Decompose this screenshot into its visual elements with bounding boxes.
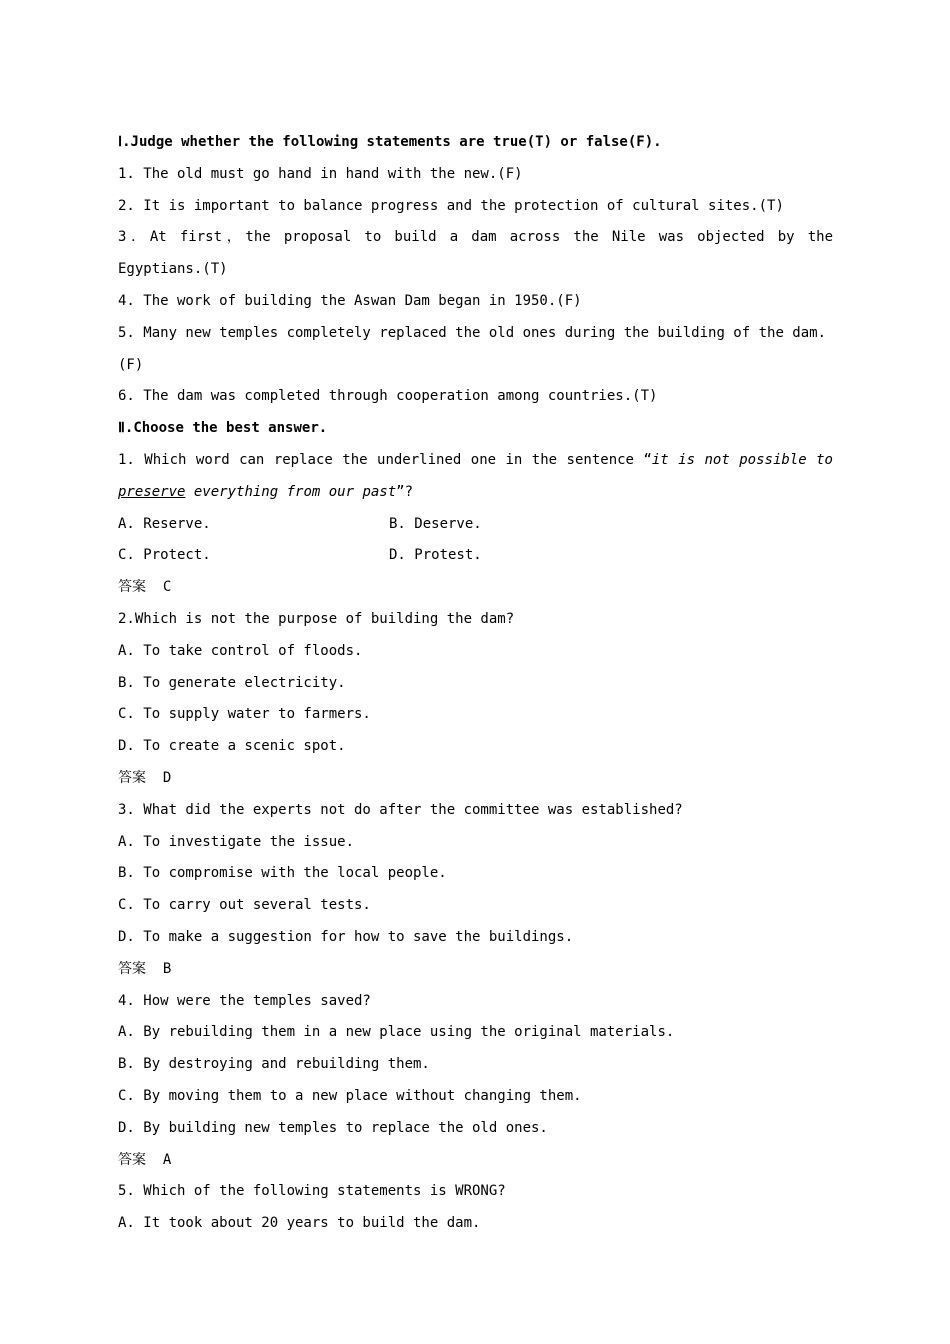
- question-1-prefix: 1. Which word can replace the underlined one in the sentence “: [118, 451, 652, 468]
- question-1-quote-start: it is not possible to: [651, 451, 833, 468]
- statement-5: 5. Many new temples completely replaced the old ones during the building of the dam.: [118, 324, 827, 341]
- question-3-stem: 3. What did the experts not do after the committee was established?: [118, 801, 683, 818]
- option-a: A. Reserve.: [118, 515, 211, 532]
- statement-6: 6. The dam was completed through cooperation among countries.(T): [118, 388, 658, 405]
- question-1-options-row-2: [118, 540, 833, 572]
- underlined-word: preserve: [118, 483, 186, 500]
- option-b: B. Deserve.: [389, 515, 482, 532]
- statement-3-continued: Egyptians.(T): [118, 261, 228, 278]
- section2-heading: Ⅱ.Choose the best answer.: [118, 420, 328, 437]
- question-4-stem: 4. How were the temples saved?: [118, 992, 371, 1009]
- statement-1: 1. The old must go hand in hand with the new.(F): [118, 165, 523, 182]
- option-b: B. To compromise with the local people.: [118, 865, 447, 882]
- statement-5-continued: (F): [118, 356, 144, 373]
- question-3-answer: 答案 B: [118, 960, 172, 977]
- statement-3: 3．At first，the proposal to build a dam across the Nile was objected by the: [118, 229, 833, 246]
- question-5-stem: 5. Which of the following statements is WRONG?: [118, 1183, 506, 1200]
- option-d: D. Protest.: [389, 547, 482, 564]
- statement-2: 2. It is important to balance progress and the protection of cultural sites.(T): [118, 197, 784, 214]
- section1-heading: Ⅰ.Judge whether the following statements are true(T) or false(F).: [118, 134, 662, 150]
- document-page: [118, 127, 833, 1240]
- option-c: C. To carry out several tests.: [118, 897, 371, 914]
- option-b: B. By destroying and rebuilding them.: [118, 1056, 430, 1073]
- option-c: C. By moving them to a new place without changing them.: [118, 1087, 582, 1104]
- option-a: A. To take control of floods.: [118, 642, 363, 659]
- question-4-answer: 答案 A: [118, 1151, 172, 1168]
- question-1-options-row-1: [118, 509, 833, 541]
- question-1-stem-continued: [118, 477, 833, 509]
- option-a: A. It took about 20 years to build the dam.: [118, 1215, 481, 1232]
- option-c: C. Protect.: [118, 547, 211, 564]
- question-1-answer: 答案 C: [118, 579, 172, 596]
- question-2-stem: 2.Which is not the purpose of building the dam?: [118, 610, 515, 627]
- statement-4: 4. The work of building the Aswan Dam began in 1950.(F): [118, 292, 582, 309]
- question-1-suffix: ”?: [396, 483, 414, 500]
- option-d: D. To create a scenic spot.: [118, 738, 346, 755]
- option-b: B. To generate electricity.: [118, 674, 346, 691]
- option-d: D. To make a suggestion for how to save the buildings.: [118, 928, 574, 945]
- option-d: D. By building new temples to replace the old ones.: [118, 1119, 548, 1136]
- option-a: A. By rebuilding them in a new place using the original materials.: [118, 1024, 675, 1041]
- option-a: A. To investigate the issue.: [118, 833, 355, 850]
- question-2-answer: 答案 D: [118, 769, 172, 786]
- option-c: C. To supply water to farmers.: [118, 706, 371, 723]
- question-1-quote-end: everything from our past: [185, 483, 397, 500]
- question-1-stem: [118, 445, 833, 477]
